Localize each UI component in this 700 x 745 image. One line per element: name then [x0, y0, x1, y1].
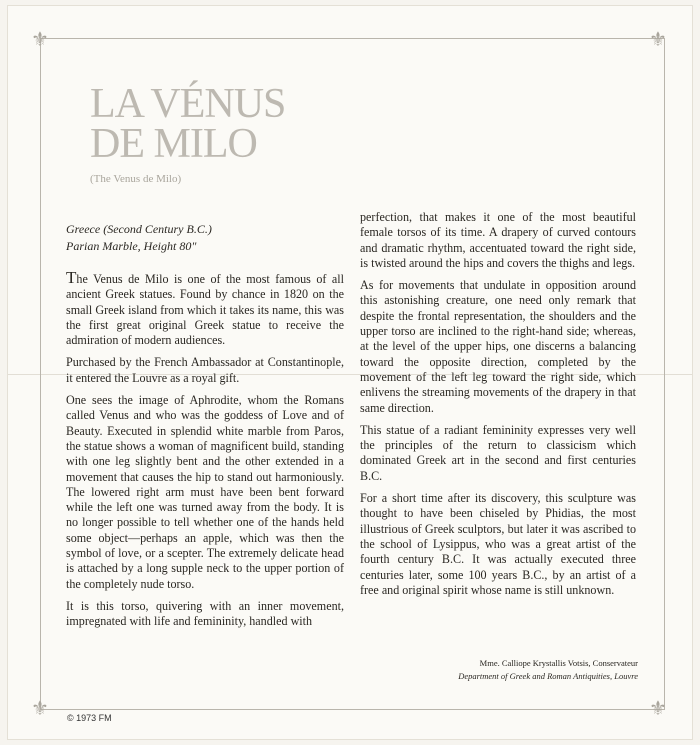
artwork-meta — [66, 221, 212, 255]
artwork-origin: Greece (Second Century B.C.) — [66, 222, 212, 236]
page-title — [90, 81, 410, 167]
paragraph: perfection, that makes it one of the most beautiful female torsos of its time. A drapery of curved contours and dramatic rhythm, accentuated toward the right side, is twisted around the hips and covers the thighs and legs. — [360, 210, 636, 270]
fleur-de-lis-icon: ⚜ — [649, 698, 667, 720]
text-column-left — [66, 270, 344, 637]
fleur-de-lis-icon: ⚜ — [31, 29, 49, 51]
artwork-material: Parian Marble, Height 80" — [66, 239, 197, 253]
paragraph: One sees the image of Aphrodite, whom the Romans called Venus and who was the goddess of Love and of Beauty. Executed in splendid white marble from Paros, the statue shows a woman of magnificent build, standing with one leg slightly bent and the other extended in a movement that causes the hip to stand out harmoniously. The lowered right arm must have been bent forward while the left one was turned away from the body. It is no longer possible to tell whether one of the hands held some object—perhaps an apple, which was then the symbol of love, or a scepter. The extremely delicate head is attached by a long supple neck to the upper portion of the completely nude torso. — [66, 393, 344, 591]
paragraph — [66, 270, 344, 348]
fleur-de-lis-icon: ⚜ — [31, 698, 49, 720]
copyright-notice: © 1973 FM — [67, 713, 112, 723]
fleur-de-lis-icon: ⚜ — [649, 29, 667, 51]
paragraph: As for movements that undulate in opposition around this astonishing creature, one need only remark that despite the frontal representation, the shoulders and the upper torso are inclined to the right-hand side; whereas, at the level of the upper hips, one discerns a balancing toward the opposite direction, completed by the movement of the left leg toward the right side, which enlivens the streaming movements of the drapery in that same direction. — [360, 278, 636, 415]
text-column-right — [360, 210, 636, 605]
paragraph: This statue of a radiant femininity expresses very well the principles of the return to classicism which dominated Greek art in the second and first centuries B.C. — [360, 422, 636, 483]
signature-block — [458, 657, 638, 683]
paragraph: For a short time after its discovery, this sculpture was thought to have been chiseled by Phidias, the most illustrious of Greek sculptors, but later it was ascribed to the school of Lysippus, who was a great artist of the fourth century B.C. It was actually executed three centuries later, some 100 years B.C., by an artist of a free and original spirit whose name is still unknown. — [360, 491, 636, 597]
title-line-2: DE MILO — [90, 121, 257, 167]
drop-cap: T — [66, 268, 77, 287]
page-subtitle: (The Venus de Milo) — [90, 173, 182, 185]
title-line-1: LA VÉNUS — [90, 81, 286, 127]
curator-name: Mme. Calliope Krystallis Votsis, Conservateur — [479, 658, 638, 668]
paragraph: It is this torso, quivering with an inner movement, impregnated with life and femininity, handled with — [66, 598, 344, 629]
paragraph-text: he Venus de Milo is one of the most famous of all ancient Greek statues. Found by chance in 1820 on the small Greek island from which it takes its name, this was the first great original Greek statue to receive the admiration of modern audiences. — [66, 272, 344, 348]
department-name: Department of Greek and Roman Antiquities, Louvre — [458, 671, 638, 681]
paragraph: Purchased by the French Ambassador at Constantinople, it entered the Louvre as a royal gift. — [66, 355, 344, 385]
